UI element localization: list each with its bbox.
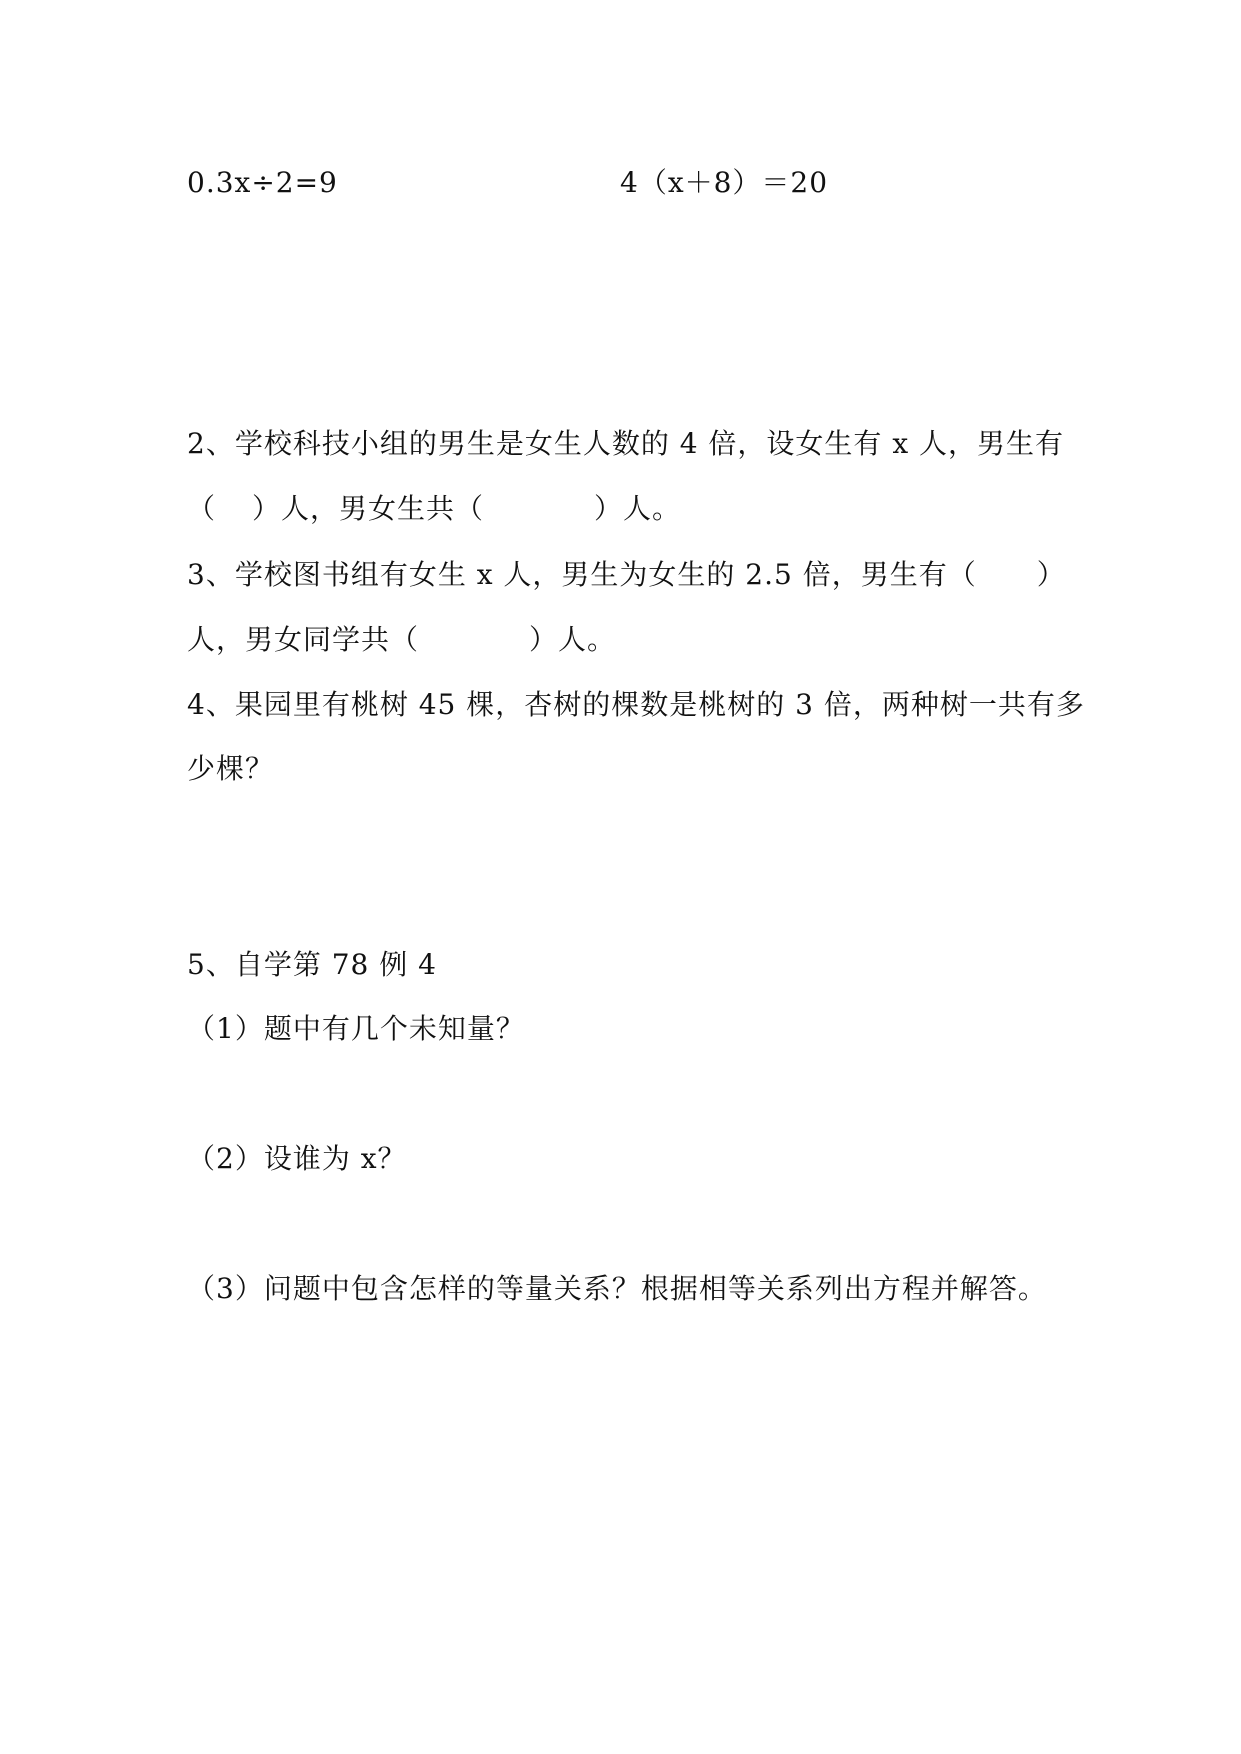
equation-right: 4（x＋8）＝20 xyxy=(620,166,829,199)
question-5-sub-2: （2）设谁为 x？ xyxy=(187,1142,407,1175)
blank-open-paren: （ xyxy=(187,492,217,525)
blank-close-paren: ） xyxy=(1036,558,1066,591)
question-5-sub-1: （1）题中有几个未知量？ xyxy=(187,1012,525,1045)
question-5-title: 5、自学第 78 例 4 xyxy=(187,948,437,981)
question-4-line-2: 少棵？ xyxy=(187,752,275,785)
question-3-line-1 xyxy=(187,558,1066,592)
question-2-end-text: ）人。 xyxy=(594,492,682,525)
question-3-middle-text: 人，男女同学共（ xyxy=(187,623,420,656)
equation-left: 0.3x÷2=9 xyxy=(187,166,338,199)
question-2-line-1: 2、学校科技小组的男生是女生人数的 4 倍，设女生有 x 人，男生有 xyxy=(187,427,1065,460)
question-3-text: 3、学校图书组有女生 x 人，男生为女生的 2.5 倍，男生有（ xyxy=(187,558,977,591)
question-2-middle-text: ）人，男女生共（ xyxy=(252,492,485,525)
question-2-line-2 xyxy=(187,492,681,526)
question-4-line-1: 4、果园里有桃树 45 棵，杏树的棵数是桃树的 3 倍，两种树一共有多 xyxy=(187,688,1085,721)
question-3-end-text: ）人。 xyxy=(529,623,617,656)
question-5-sub-3: （3）问题中包含怎样的等量关系？根据相等关系列出方程并解答。 xyxy=(187,1272,1047,1305)
question-3-line-2 xyxy=(187,623,616,657)
